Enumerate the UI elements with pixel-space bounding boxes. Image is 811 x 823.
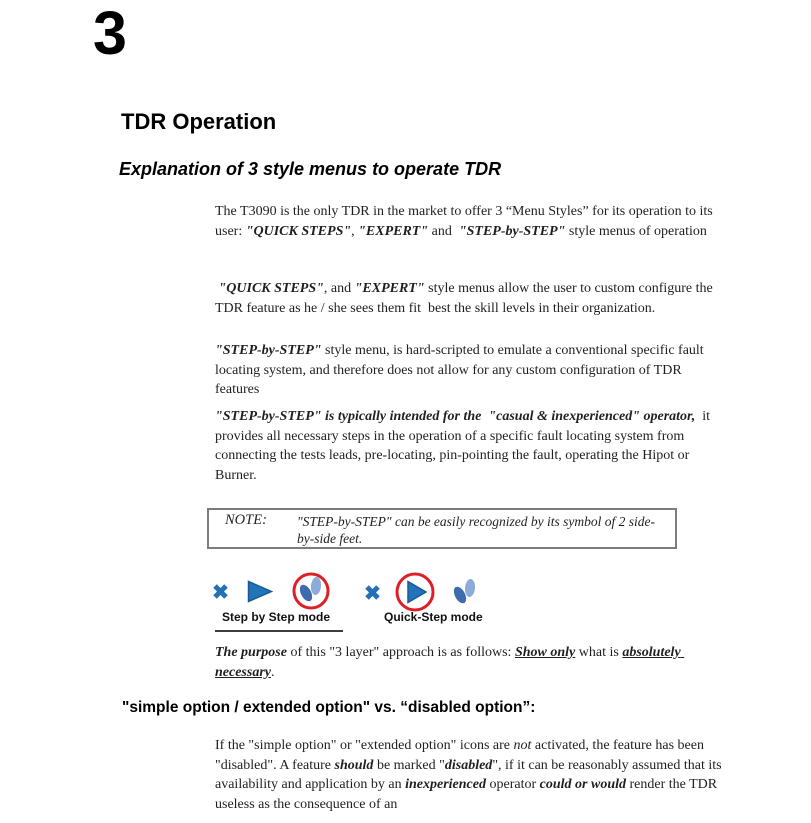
x-icon: [212, 583, 229, 600]
quick-step-mode-label: Quick-Step mode: [384, 610, 483, 624]
section-heading: "simple option / extended option" vs. “disabled option”:: [122, 699, 536, 716]
footprints-icon: [449, 576, 481, 608]
step-by-step-mode-label-text: Step by Step mode: [222, 610, 331, 624]
paragraph-purpose: The purpose of this "3 layer" approach is as follows: Show only what is absolutely necessary.: [215, 645, 685, 680]
note-label: NOTE:: [225, 512, 267, 528]
paragraph-quick-expert: "QUICK STEPS", and "EXPERT" style menus allow the user to custom configure the TDR feature as he / she sees them fit best the skill levels in their organization.: [215, 281, 716, 316]
x-icon: [364, 584, 381, 601]
footprints-in-red-circle-icon: [291, 571, 331, 611]
step-by-step-mode-icons: [212, 571, 331, 611]
page-title: TDR Operation: [121, 109, 277, 134]
section-subtitle: Explanation of 3 style menus to operate TDR: [119, 159, 502, 179]
paragraph-step-by-step: "STEP-by-STEP" style menu, is hard-scripted to emulate a conventional specific fault locating system, and therefore does not allow for any custom configuration of TDR features: [215, 343, 708, 397]
play-in-red-circle-icon: [394, 571, 436, 613]
quick-step-mode-icons: [364, 571, 481, 613]
paragraph-casual-operator: "STEP-by-STEP" is typically intended for the "casual & inexperienced" operator, it provides all necessary steps in the operation of a specific fault locating system from connecting the tests leads, pre-locating, pin-pointing the fault, operating the Hipot or Burner.: [215, 409, 714, 483]
chapter-number: 3: [93, 0, 127, 67]
paragraph-disabled-option: If the "simple option" or "extended option" icons are not activated, the feature has been "disabled". A feature should be marked "disabled", if it can be reasonably assumed that its availability and application by an inexperienced operator could or would render the TDR useless as the consequence of an: [215, 738, 726, 812]
step-by-step-mode-label: [215, 610, 343, 632]
note-text: "STEP-by-STEP" can be easily recognized by its symbol of 2 side-by-side feet.: [297, 514, 656, 546]
paragraph-intro: The T3090 is the only TDR in the market to offer 3 “Menu Styles” for its operation to its user: "QUICK STEPS", "EXPERT" and "STEP-by-STEP" style menus of operation: [215, 204, 717, 239]
play-icon: [247, 580, 273, 603]
note-box: [207, 508, 677, 549]
